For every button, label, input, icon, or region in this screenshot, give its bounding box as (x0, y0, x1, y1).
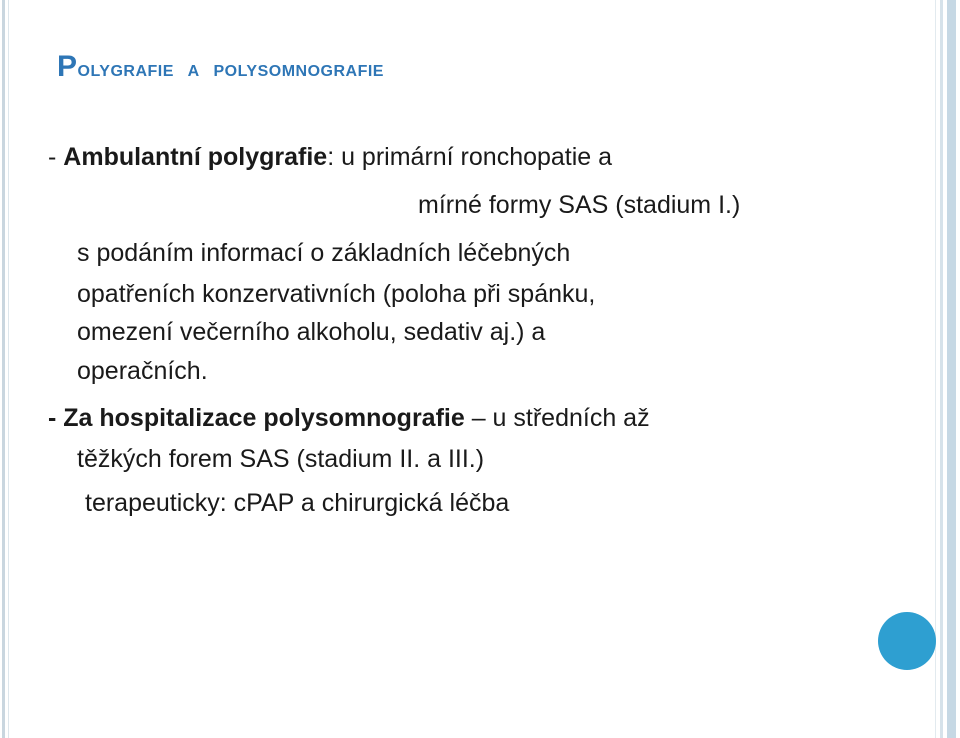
right-border-bar (947, 0, 956, 738)
title-rest: olygrafie a polysomnografie (77, 55, 384, 81)
ambulantni-bold-term: Ambulantní polygrafie (63, 143, 328, 171)
left-border-bar (2, 0, 5, 738)
ambulantni-bullet: - (48, 143, 64, 171)
podani-line-1: s podáním informací o základních léčebných (77, 239, 571, 267)
ambulantni-line-1 (48, 142, 612, 172)
terapie-line: terapeuticky: cPAP a chirurgická léčba (85, 489, 510, 517)
hospitalizace-rest: – u středních až (464, 404, 650, 432)
right-border-line (935, 0, 936, 738)
accent-circle (878, 612, 936, 670)
podani-line-4: operačních. (77, 357, 208, 385)
hospitalizace-line-1 (48, 403, 650, 433)
ambulantni-line-2: mírné formy SAS (stadium I.) (418, 191, 741, 219)
hospitalizace-bold-term: - Za hospitalizace polysomnografie (48, 404, 465, 432)
left-border-line (8, 0, 9, 738)
podani-line-2: opatřeních konzervativních (poloha při spánku, (77, 280, 596, 308)
title-first-letter: P (57, 50, 78, 83)
podani-line-3: omezení večerního alkoholu, sedativ aj.) a (77, 318, 546, 346)
right-border-inner-bar (940, 0, 943, 738)
ambulantni-rest: : u primární ronchopatie a (327, 143, 613, 171)
hospitalizace-line-2: těžkých forem SAS (stadium II. a III.) (77, 445, 485, 473)
slide-title (57, 50, 384, 84)
